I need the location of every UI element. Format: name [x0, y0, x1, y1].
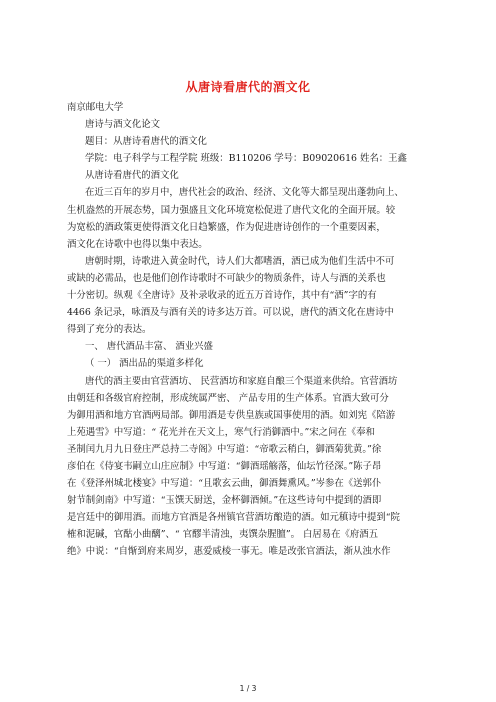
text-line: 在《登泽州城北楼宴》中写道：“且歌玄云曲，御酒舞熏风。”岑参在《送郭仆 — [67, 478, 382, 490]
text-line: 唐代的酒主要由官营酒坊、 民营酒坊和家庭自酿三个渠道来供给。官营酒坊 — [85, 375, 398, 387]
text-line: 题目：从唐诗看唐代的酒文化 — [85, 136, 207, 148]
text-line: 一、 唐代酒品丰富、 酒业兴盛 — [85, 341, 213, 353]
text-line: 在近三百年的岁月中，唐代社会的政治、经济、文化等大都呈现出蓬勃向上、 — [85, 187, 404, 199]
text-line: 唐诗与酒文化论文 — [85, 119, 161, 131]
text-line: 4466 条记录，咏酒及与酒有关的诗多达万首。可以说，唐代的酒文化在唐诗中 — [67, 307, 394, 319]
text-line: 上苑遇雪》中写道：“ 花光并在天文上，寒气行消御酒中。”宋之问在《奉和 — [67, 426, 375, 438]
text-line: 榷和泥碱，官酤小曲醨”、“ 官醪半清浊，夷馔杂腥膻”。 白居易在《府酒五 — [67, 529, 378, 541]
page-number: 1 / 3 — [239, 684, 257, 693]
text-line: 是宫廷中的御用酒。而地方官酒是各州镇官营酒坊酿造的酒。如元稹诗中提到“院 — [67, 512, 400, 524]
text-line: 南京邮电大学 — [67, 102, 124, 113]
text-line: 为御用酒和地方官酒两局部。御用酒是专供皇族或国事使用的酒。如刘宪《陪游 — [67, 409, 396, 421]
document-body — [67, 99, 435, 561]
document-title: 从唐诗看唐代的酒文化 — [185, 80, 311, 94]
text-line: 从唐诗看唐代的酒文化 — [85, 170, 179, 182]
text-line: 圣制闰九月九日登庄严总持二寺阁》中写道：“帝歌云稍白，御酒菊犹黄。”徐 — [67, 443, 382, 455]
text-line: 酒文化在诗歌中也得以集中表达。 — [67, 238, 208, 250]
text-line: 绝》中说：“自惭到府来周岁，惠爱威棱一事无。唯是改张官酒法，渐从浊水作 — [67, 546, 391, 558]
text-line: 唐朝时期，诗歌进入黄金时代，诗人们大都嗜酒，酒已成为他们生活中不可 — [85, 255, 395, 267]
text-line: 射节制剑南》中写道：“玉馔天厨送，金杯御酒倾。”在这些诗句中提到的酒即 — [67, 495, 382, 507]
text-line: 或缺的必需品，也是他们创作诗歌时不可缺少的物质条件，诗人与酒的关系也 — [67, 272, 386, 284]
text-line: 彦伯在《侍宴韦嗣立山庄应制》中写道：“御酒瑶觞落，仙坛竹径深。”陈子昂 — [67, 460, 382, 472]
text-line: 学院：电子科学与工程学院 班级：B110206 学号：B09020616 姓名：王鑫 — [85, 153, 407, 165]
text-line: （ 一） 酒出品的渠道多样化 — [85, 358, 204, 370]
text-line: 为宽松的酒政策更使得酒文化日趋繁盛，作为促进唐诗创作的一个重要因素， — [67, 221, 386, 233]
text-line: 由朝廷和各级官府控制，形成统属严密、 产品专用的生产体系。官酒大致可分 — [67, 392, 389, 404]
text-line: 十分密切。纵观《全唐诗》及补录收录的近五万首诗作，其中有“酒”字的有 — [67, 290, 377, 302]
text-line: 生机盎然的开展态势，国力强盛且文化环境宽松促进了唐代文化的全面开展。较 — [67, 204, 396, 216]
text-line: 得到了充分的表达。 — [67, 324, 152, 336]
